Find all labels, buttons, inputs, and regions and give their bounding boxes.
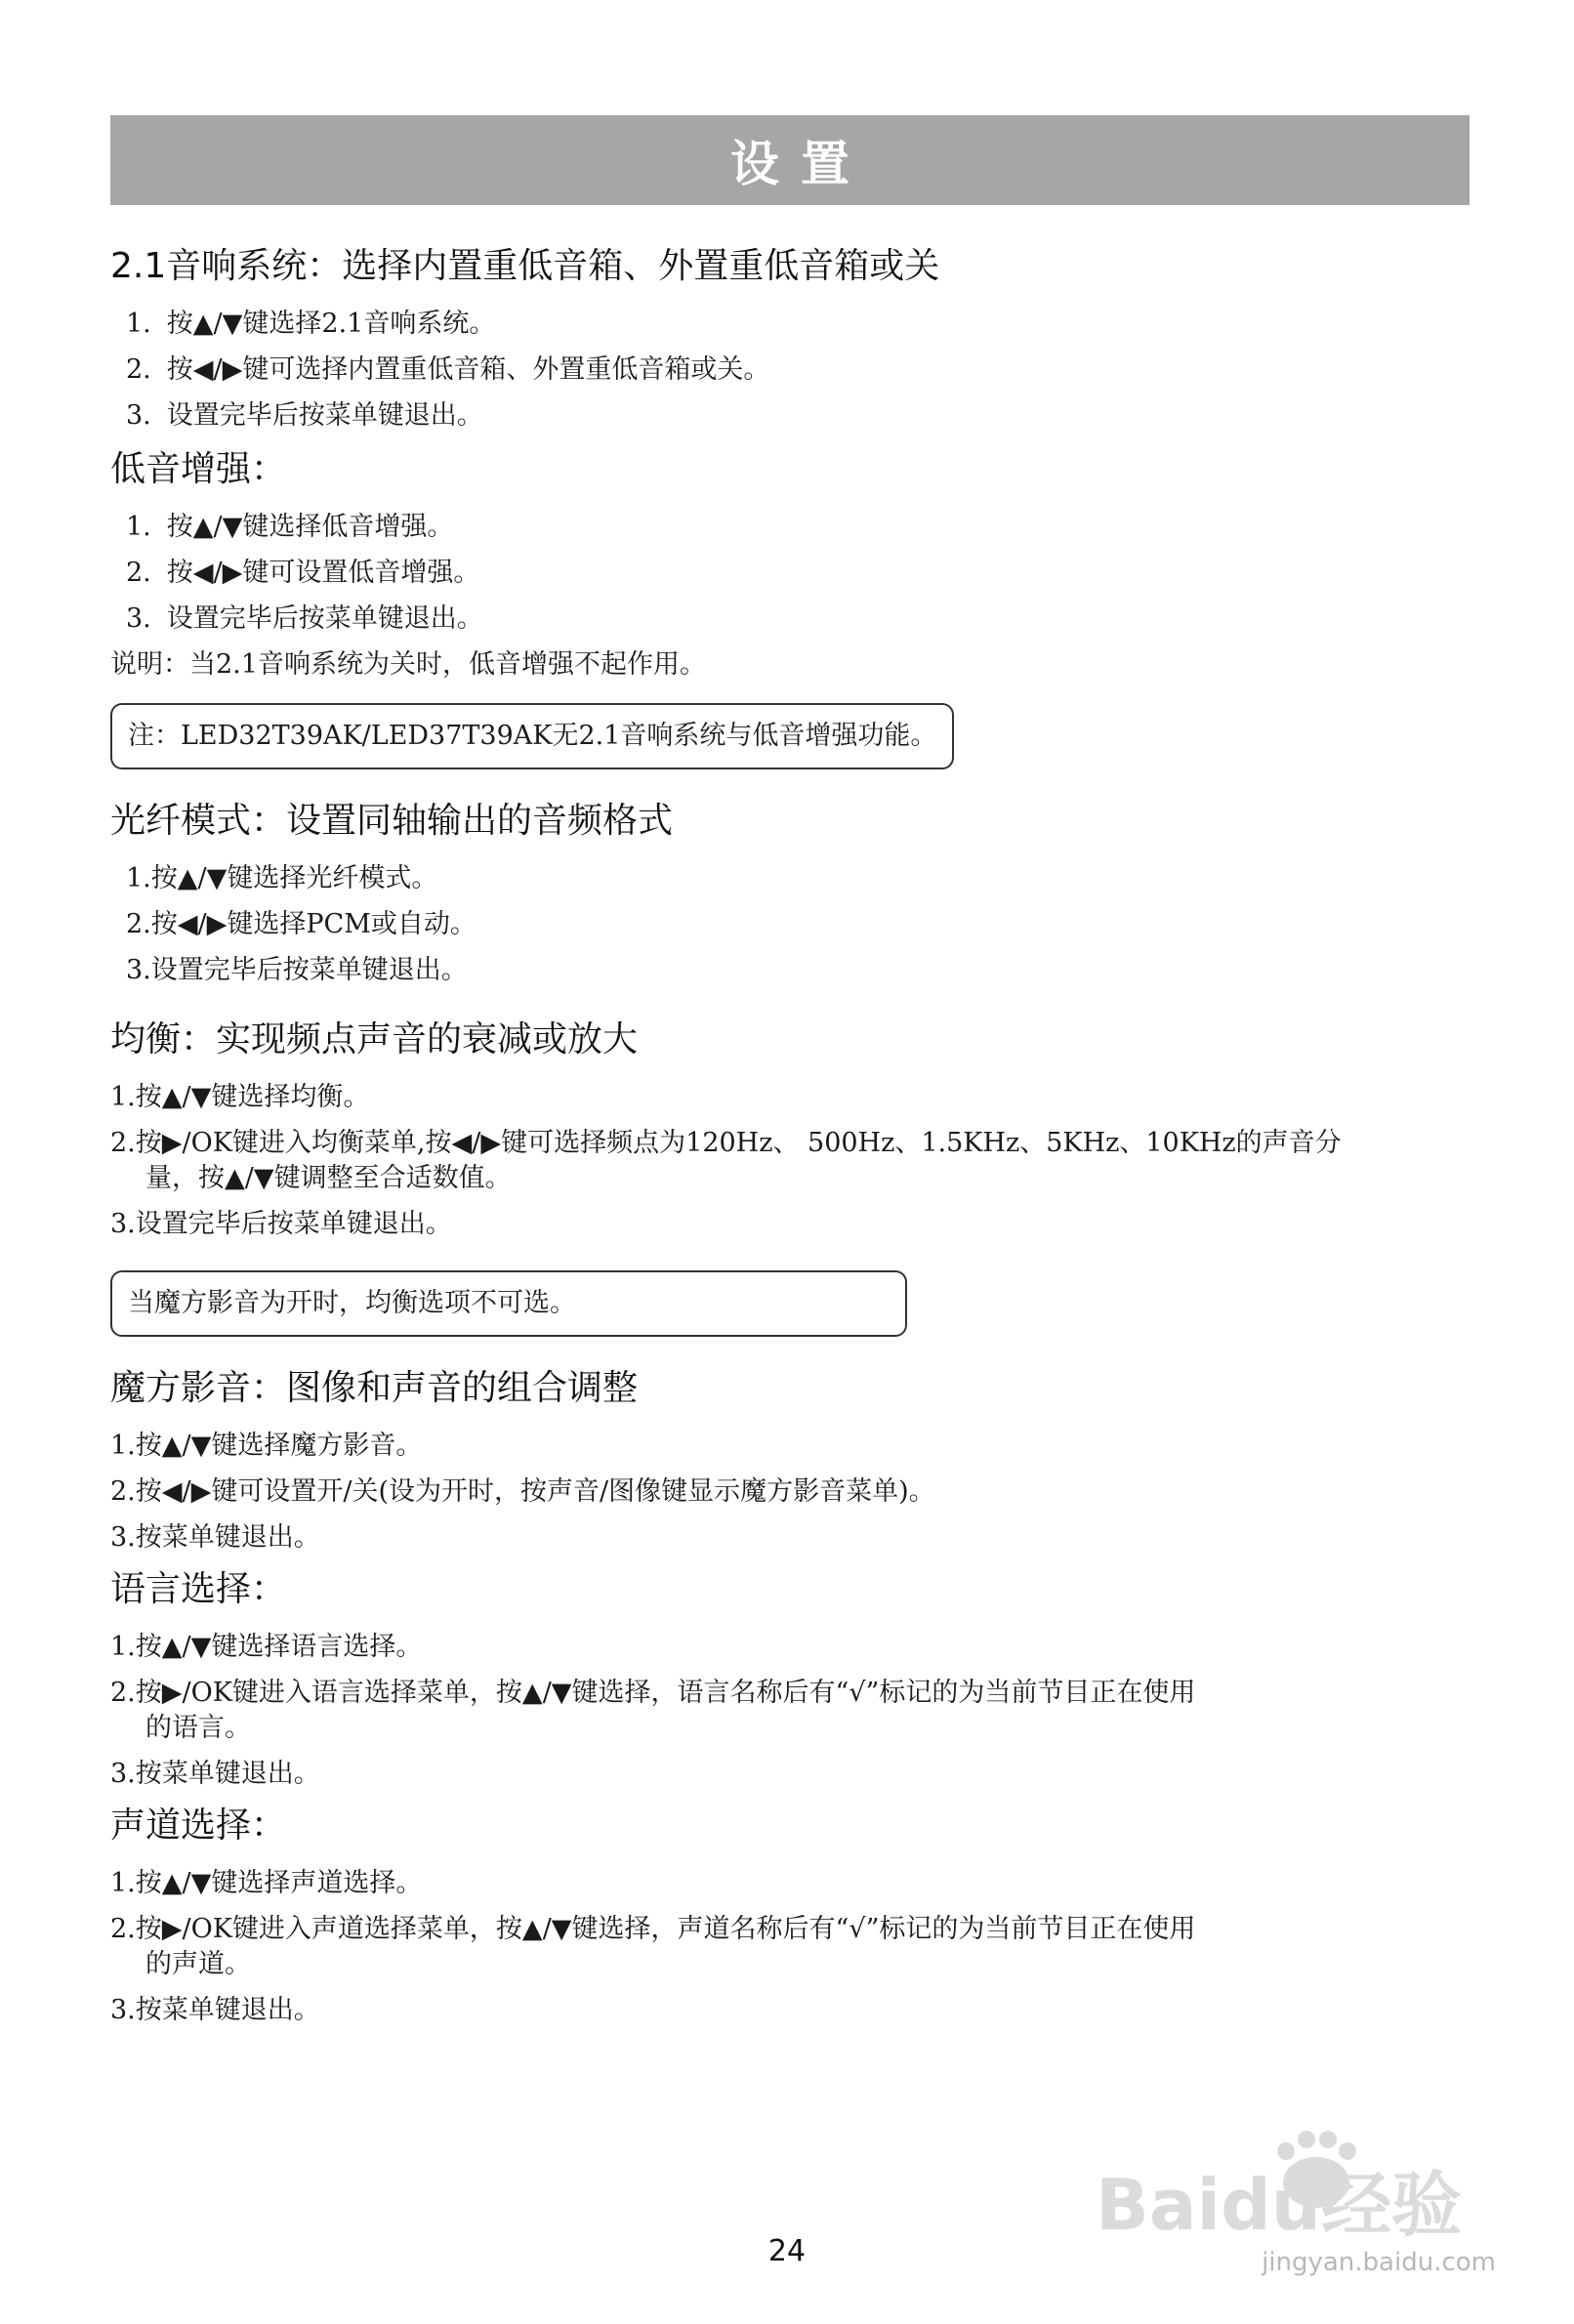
list-item: 2.按◀/▶键可设置开/关(设为开时，按声音/图像键显示魔方影音菜单)。 <box>110 1476 935 1507</box>
remark: 说明：当2.1音响系统为关时，低音增强不起作用。 <box>110 649 706 680</box>
list-item: 2.按▶/OK键进入声道选择菜单，按▲/▼键选择，声道名称后有“√”标记的为当前节目正在使用 的声道。 <box>110 1914 1196 1979</box>
page-title: 设置 <box>730 136 871 192</box>
section-heading: 声道选择： <box>110 1805 287 1846</box>
list-item: 2.按▶/OK键进入均衡菜单,按◀/▶键可选择频点为120Hz、 500Hz、1.5KHz、5KHz、10KHz的声音分 量，按▲/▼键调整至合适数值。 <box>110 1128 1342 1193</box>
baidu-watermark-logo <box>1076 2124 1486 2251</box>
list-item: 3. 设置完毕后按菜单键退出。 <box>126 400 483 431</box>
list-item: 1.按▲/▼键选择语言选择。 <box>110 1632 423 1662</box>
section-audio-system <box>110 244 1477 434</box>
watermark-text: Baidu经验 <box>1096 2164 1462 2246</box>
list-item: 3.设置完毕后按菜单键退出。 <box>110 1209 452 1239</box>
list-item: 3.设置完毕后按菜单键退出。 <box>126 955 468 985</box>
list-item: 1. 按▲/▼键选择低音增强。 <box>126 512 454 542</box>
list-item: 3. 设置完毕后按菜单键退出。 <box>126 603 483 634</box>
list-item: 1.按▲/▼键选择光纤模式。 <box>126 863 438 893</box>
section-heading: 2.1音响系统：选择内置重低音箱、外置重低音箱或关 <box>110 246 940 286</box>
section-heading: 低音增强： <box>110 449 287 489</box>
section-language <box>110 1567 1477 1792</box>
content <box>110 244 1477 2039</box>
note-box: 注：LED32T39AK/LED37T39AK无2.1音响系统与低音增强功能。 <box>110 703 954 769</box>
section-bass-boost <box>110 447 1477 799</box>
section-equalizer <box>110 1017 1477 1366</box>
list-item: 3.按菜单键退出。 <box>110 1995 320 2025</box>
list-item: 3.按菜单键退出。 <box>110 1522 320 1553</box>
section-heading: 语言选择： <box>110 1569 287 1609</box>
section-optical-mode <box>110 799 1477 988</box>
section-channel <box>110 1804 1477 2028</box>
list-item: 2. 按◀/▶键可设置低音增强。 <box>126 558 480 588</box>
title-banner <box>110 115 1470 205</box>
list-item: 1. 按▲/▼键选择2.1音响系统。 <box>126 309 496 339</box>
note-box: 当魔方影音为开时，均衡选项不可选。 <box>110 1270 907 1337</box>
list-item: 2.按▶/OK键进入语言选择菜单，按▲/▼键选择，语言名称后有“√”标记的为当前节目正在使用 的语言。 <box>110 1678 1196 1743</box>
section-cube-av <box>110 1366 1477 1556</box>
list-item: 2. 按◀/▶键可选择内置重低音箱、外置重低音箱或关。 <box>126 354 770 385</box>
section-heading: 魔方影音：图像和声音的组合调整 <box>110 1368 639 1408</box>
list-item: 3.按菜单键退出。 <box>110 1759 320 1789</box>
list-item: 1.按▲/▼键选择均衡。 <box>110 1082 370 1112</box>
watermark-url: jingyan.baidu.com <box>1262 2248 1496 2277</box>
section-heading: 光纤模式：设置同轴输出的音频格式 <box>110 801 674 841</box>
list-item: 1.按▲/▼键选择声道选择。 <box>110 1868 423 1898</box>
list-item: 1.按▲/▼键选择魔方影音。 <box>110 1431 423 1461</box>
list-item: 2.按◀/▶键选择PCM或自动。 <box>126 909 476 939</box>
section-heading: 均衡：实现频点声音的衰减或放大 <box>110 1019 639 1059</box>
page-number: 24 <box>767 2234 807 2268</box>
